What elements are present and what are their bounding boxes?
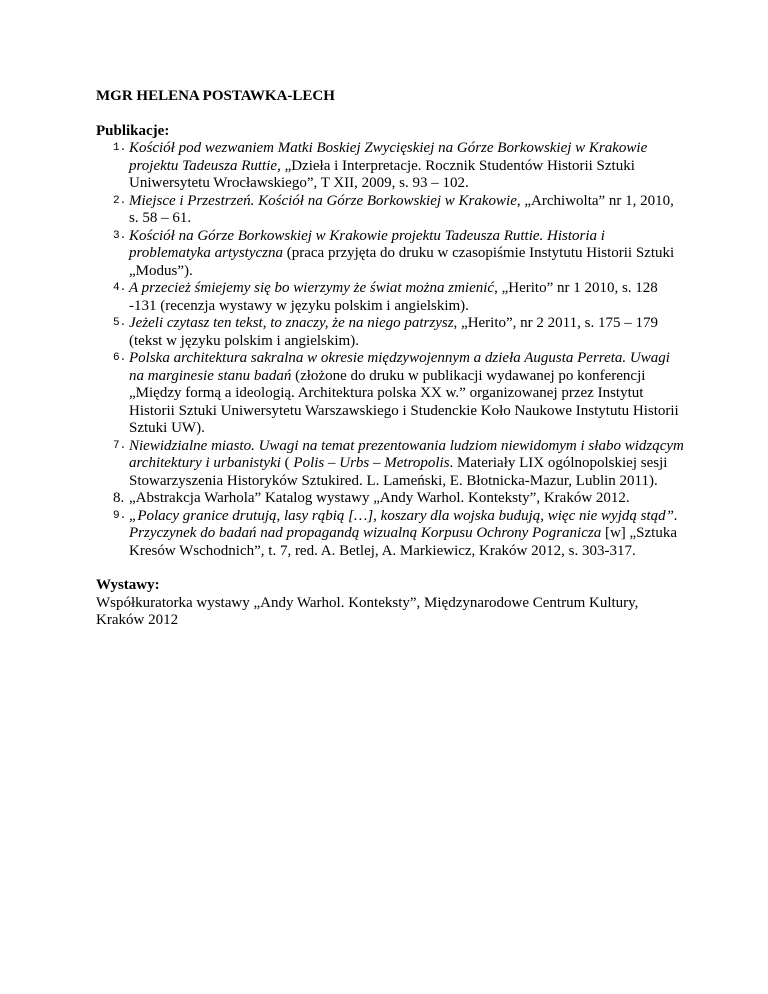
item-number: 1.	[113, 142, 127, 154]
document-page	[96, 88, 686, 630]
list-item	[96, 315, 686, 350]
publication-details: (złożone do druku w publikacji wydawanej po konferencji „Między formą a ideologią. Architektura polska XX w.” organizowanej przez Instytut Historii Sztuki Uniwersytetu Warszawskiego i Studenckie Koło Naukowe Instytutu Historii Sztuki UW).	[129, 367, 679, 436]
publication-details: , „Herito”, nr 2 2011, s. 175 – 179 (tekst w języku polskim i angielskim).	[129, 315, 658, 349]
item-number: 9.	[113, 509, 127, 522]
author-name: MGR HELENA POSTAWKA-LECH	[96, 88, 335, 104]
item-number: 7.	[113, 439, 127, 452]
list-item	[96, 193, 686, 228]
publication-title: Polska architektura sakralna w okresie międzywojennym a dzieła Augusta Perreta. Uwagi na marginesie stanu badań	[129, 350, 670, 384]
publication-title: Jeżeli czytasz ten tekst, to znaczy, że na niego patrzysz	[129, 315, 454, 331]
publication-title: Niewidzialne miasto. Uwagi na temat prezentowania ludziom niewidomym i słabo widzącym architektury i urbanistyki	[129, 437, 684, 471]
publication-series-title: Polis – Urbs – Metropolis	[293, 455, 450, 471]
publication-text: „Abstrakcja Warhola” Katalog wystawy „Andy Warhol. Konteksty”, Kraków 2012.	[129, 490, 630, 506]
item-number: 4.	[113, 282, 127, 294]
publication-details: , „Dzieła i Interpretacje. Rocznik Studentów Historii Sztuki Uniwersytetu Wrocławskiego”, T XII, 2009, s. 93 – 102.	[129, 157, 635, 191]
publications-list	[96, 140, 686, 560]
item-number: 3.	[113, 229, 127, 242]
publication-title: „Polacy granice drutują, lasy rąbią […], koszary dla wojska budują, więc nie wyjdą stąd”. Przyczynek do badań nad propagandą wizualną Korpusu Ochrony Pogranicza	[129, 507, 678, 541]
exhibitions-text: Współkuratorka wystawy „Andy Warhol. Konteksty”, Międzynarodowe Centrum Kultury, Kraków 2012	[96, 594, 639, 628]
publication-title: Kościół na Górze Borkowskiej w Krakowie projektu Tadeusza Ruttie. Historia i problematyka artystyczna	[129, 227, 605, 261]
exhibitions-section	[96, 577, 686, 630]
list-item	[96, 490, 686, 508]
publication-details: , „Herito” nr 1 2010, s. 128 -131 (recenzja wystawy w języku polskim i angielskim).	[129, 280, 658, 314]
publication-details-pre: (	[280, 455, 294, 471]
exhibitions-heading: Wystawy:	[96, 577, 160, 593]
publications-heading: Publikacje:	[96, 122, 170, 139]
publication-title: Miejsce i Przestrzeń. Kościół na Górze Borkowskiej w Krakowie	[129, 192, 517, 209]
list-item	[96, 140, 686, 193]
item-number: 8.	[113, 490, 125, 506]
publication-title: A przecież śmiejemy się bo wierzymy że świat można zmienić	[129, 280, 495, 296]
publication-details: , „Archiwolta” nr 1, 2010, s. 58 – 61.	[129, 192, 674, 226]
list-item	[96, 280, 686, 315]
list-item	[96, 438, 686, 491]
item-number: 2.	[113, 194, 127, 207]
publication-details: (praca przyjęta do druku w czasopiśmie Instytutu Historii Sztuki „Modus”).	[129, 245, 675, 279]
item-number: 5.	[113, 317, 127, 329]
publication-details: [w] „Sztuka Kresów Wschodnich”, t. 7, red. A. Betlej, A. Markiewicz, Kraków 2012, s. 303-317.	[129, 525, 678, 559]
list-item	[96, 508, 686, 561]
item-number: 6.	[113, 352, 127, 364]
list-item	[96, 228, 686, 281]
publication-details: . Materiały LIX ogólnopolskiej sesji Stowarzyszenia Historyków Sztukired. L. Lameński, E. Błotnicka-Mazur, Lublin 2011).	[129, 455, 668, 489]
publication-title: Kościół pod wezwaniem Matki Boskiej Zwycięskiej na Górze Borkowskiej w Krakowie projektu Tadeusza Ruttie	[129, 140, 648, 174]
list-item	[96, 350, 686, 438]
